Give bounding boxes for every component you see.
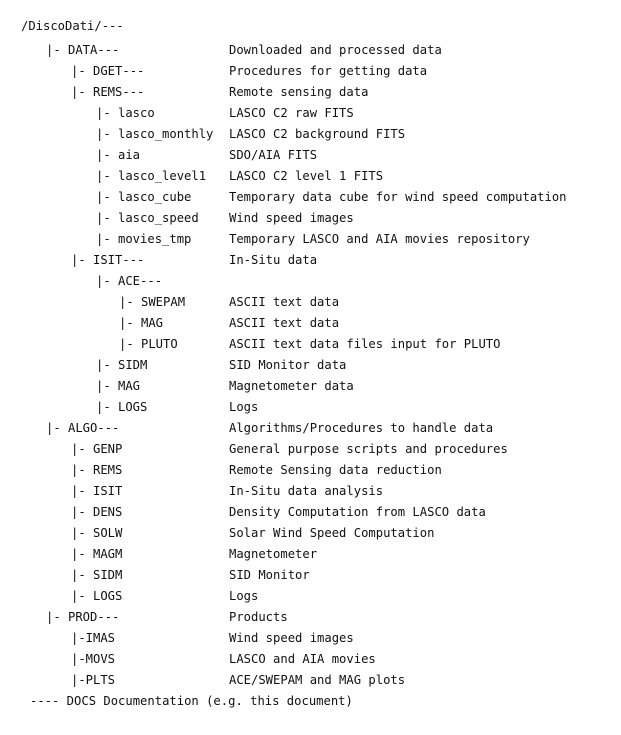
tree-node-description: Products xyxy=(229,610,288,624)
tree-node-description: Density Computation from LASCO data xyxy=(229,505,486,519)
tree-row xyxy=(0,502,621,523)
tree-row-docs xyxy=(0,691,621,712)
tree-row xyxy=(0,292,621,313)
tree-node-name: |- ISIT xyxy=(71,484,123,498)
tree-row xyxy=(0,313,621,334)
tree-row xyxy=(0,439,621,460)
tree-node-description: SDO/AIA FITS xyxy=(229,148,318,162)
tree-node-description: Logs xyxy=(229,400,259,414)
tree-node-name: /DiscoDati/--- xyxy=(21,19,124,33)
tree-node-name: |- ALGO--- xyxy=(46,421,120,435)
tree-row xyxy=(0,397,621,418)
tree-row xyxy=(0,607,621,628)
tree-node-name: |- SWEPAM xyxy=(119,295,186,309)
tree-row xyxy=(0,187,621,208)
tree-node-description: Remote sensing data xyxy=(229,85,369,99)
tree-row xyxy=(0,628,621,649)
tree-node-name: |- GENP xyxy=(71,442,123,456)
tree-node-name: |- lasco xyxy=(96,106,155,120)
tree-node-description: Remote Sensing data reduction xyxy=(229,463,442,477)
tree-node-description: Downloaded and processed data xyxy=(229,43,442,57)
tree-node-description: Algorithms/Procedures to handle data xyxy=(229,421,494,435)
tree-node-name: |- DENS xyxy=(71,505,123,519)
tree-row xyxy=(0,166,621,187)
tree-row xyxy=(0,145,621,166)
tree-node-name: |- SIDM xyxy=(71,568,123,582)
tree-row xyxy=(0,544,621,565)
tree-node-description: LASCO and AIA movies xyxy=(229,652,376,666)
tree-node-description: ACE/SWEPAM and MAG plots xyxy=(229,673,406,687)
tree-node-name: |- SOLW xyxy=(71,526,123,540)
tree-node-name: |- LOGS xyxy=(71,589,123,603)
tree-node-description: General purpose scripts and procedures xyxy=(229,442,508,456)
tree-node-description: ASCII text data files input for PLUTO xyxy=(229,337,501,351)
tree-node-name: |-IMAS xyxy=(71,631,116,645)
tree-node-name: |- lasco_cube xyxy=(96,190,192,204)
tree-row xyxy=(0,208,621,229)
tree-row xyxy=(0,418,621,439)
tree-row xyxy=(0,376,621,397)
tree-node-name: |- lasco_monthly xyxy=(96,127,214,141)
tree-node-name: ---- DOCS Documentation (e.g. this document) xyxy=(30,694,353,708)
tree-node-description: Solar Wind Speed Computation xyxy=(229,526,435,540)
tree-node-name: |- REMS xyxy=(71,463,123,477)
tree-node-description: Wind speed images xyxy=(229,211,354,225)
tree-row-root xyxy=(0,16,621,37)
tree-row xyxy=(0,124,621,145)
tree-node-description: ASCII text data xyxy=(229,316,340,330)
tree-node-name: |- movies_tmp xyxy=(96,232,192,246)
tree-row xyxy=(0,481,621,502)
tree-node-description: Magnetometer data xyxy=(229,379,354,393)
tree-row xyxy=(0,334,621,355)
tree-node-description: SID Monitor xyxy=(229,568,310,582)
tree-node-name: |- DGET--- xyxy=(71,64,145,78)
tree-node-name: |- ISIT--- xyxy=(71,253,145,267)
tree-node-name: |- MAG xyxy=(119,316,164,330)
tree-node-description: Wind speed images xyxy=(229,631,354,645)
tree-node-description: Temporary LASCO and AIA movies repository xyxy=(229,232,530,246)
tree-node-description: ASCII text data xyxy=(229,295,340,309)
tree-row xyxy=(0,460,621,481)
tree-node-description: In-Situ data xyxy=(229,253,318,267)
tree-node-name: |- MAGM xyxy=(71,547,123,561)
tree-node-description: Temporary data cube for wind speed computation xyxy=(229,190,567,204)
tree-row xyxy=(0,82,621,103)
tree-node-description: Procedures for getting data xyxy=(229,64,428,78)
tree-node-description: SID Monitor data xyxy=(229,358,347,372)
tree-node-description: Magnetometer xyxy=(229,547,318,561)
tree-row xyxy=(0,670,621,691)
tree-row xyxy=(0,649,621,670)
tree-row xyxy=(0,61,621,82)
tree-node-name: |- lasco_speed xyxy=(96,211,199,225)
tree-node-description: Logs xyxy=(229,589,259,603)
tree-node-name: |-PLTS xyxy=(71,673,116,687)
tree-node-description: LASCO C2 background FITS xyxy=(229,127,406,141)
tree-node-name: |- aia xyxy=(96,148,141,162)
tree-node-name: |- PLUTO xyxy=(119,337,178,351)
tree-node-name: |- lasco_level1 xyxy=(96,169,207,183)
tree-row xyxy=(0,523,621,544)
tree-row xyxy=(0,40,621,61)
tree-node-name: |- LOGS xyxy=(96,400,148,414)
tree-node-description: In-Situ data analysis xyxy=(229,484,384,498)
tree-row xyxy=(0,250,621,271)
tree-node-description: LASCO C2 raw FITS xyxy=(229,106,354,120)
tree-node-name: |- MAG xyxy=(96,379,141,393)
tree-row xyxy=(0,565,621,586)
tree-row xyxy=(0,229,621,250)
tree-row xyxy=(0,586,621,607)
tree-row xyxy=(0,355,621,376)
tree-node-name: |- REMS--- xyxy=(71,85,145,99)
tree-node-name: |- SIDM xyxy=(96,358,148,372)
tree-node-name: |-MOVS xyxy=(71,652,116,666)
tree-row xyxy=(0,103,621,124)
tree-node-name: |- PROD--- xyxy=(46,610,120,624)
tree-node-name: |- ACE--- xyxy=(96,274,163,288)
tree-row xyxy=(0,271,621,292)
tree-node-name: |- DATA--- xyxy=(46,43,120,57)
tree-node-description: LASCO C2 level 1 FITS xyxy=(229,169,384,183)
